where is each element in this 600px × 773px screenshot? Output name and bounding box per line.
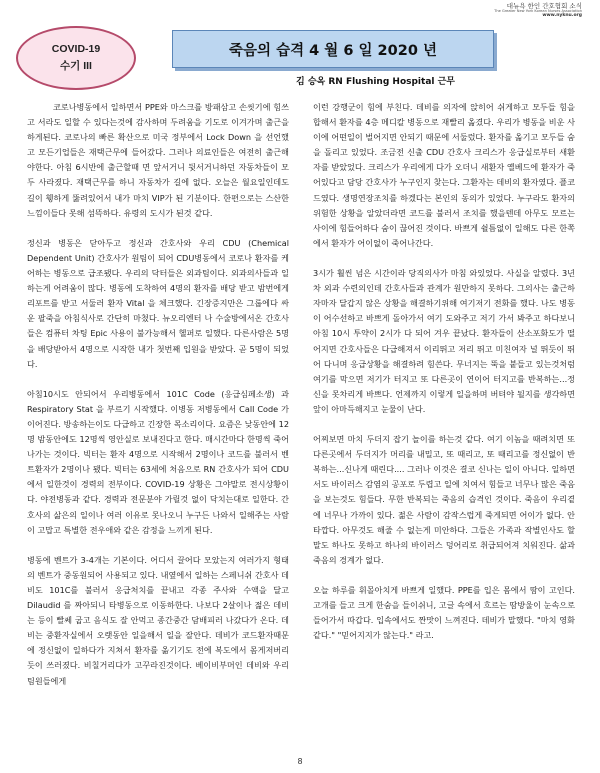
article-title: 죽음의 습격 4 월 6 일 2020 년: [229, 42, 437, 59]
org-url: www.nyknu.org: [542, 13, 582, 19]
org-header: [494, 3, 582, 19]
right-column: [313, 100, 575, 658]
paragraph: 3시가 훨씬 넘은 시간이라 당직의사가 마침 와있었다. 사실을 알렸다. 3년차 외과 수련의인데 간호사들과 관계가 원만하지 못하다. 그의사는 출근하자마자 달갑지 않은 상황을 해결하기위해 여기저기 전화를 했다. 나도 병동이 어수선하고 바쁘게 돌아가서 여기 도와주고 저기 가서 봐주고 하다보니 아침 10시 투약이 2시가 다 되어 겨우 끝났다. 환자들이 산소포화도가 떨어지면 간호사들은 다급해져서 이리뛰고 저리 뛰고 미친여자 널 뛰듯이 뛰어 다니며 응급상황을 해결하려 힘쓴다. 무너지는 뚝을 붙들고 있는것처럼 여기를 막으면 저기가 터지고 또 다른곳이 연이어 터지고를 반복하는...정신을 못차리게 바쁘다. 언제까지 이렇게 일을하며 버텨야 될지를 생각하면 앞이 아마득해지고 눈물이 난다.: [313, 268, 575, 414]
badge-line1: COVID-19: [51, 42, 101, 55]
paragraph: 오늘 하루를 휘몰아치게 바쁘게 일했다. PPE를 입은 몸에서 땀이 고인다. 고개를 들고 크게 한숨을 들이쉬니, 고글 속에서 흐르는 땀방울이 눈속으로 들어가서 따갑다. 입속에서도 짠맛이 느껴진다. 데비가 말했다. "마치 영화같다." "믿어지지가 않는다." 라고.: [313, 585, 575, 641]
covid-badge: [16, 26, 136, 90]
paragraph: 이런 강행군이 힘에 부친다. 데비를 의자에 앉히어 쉬게하고 모두들 힘을 합해서 환자를 4층 메디칼 병동으로 재빨리 옮겼다. 우리가 병동을 비운 사이에 어떤일이 벌어지면 안되기 때문에 서둘렀다. 환자를 옮기고 모두들 숨을 돌리고 있었다. 조금전 신출 CDU 간호사 크리스가 응급실로부터 새환자를 받았었다. 크리스가 우리에게 다가 오더니 새환자 옐베드에 환자가 죽어있다고 담당 간호사가 누구인지 찾는다. 그환자는 데비의 환자였다. 플코드였다. 생명연장조치를 하겠다는 본인의 동의가 있었다. 누구라도 환자의 위험한 상황을 알았더라면 코드를 불러서 조치를 했을텐데 아무도 모르는 사이에 힘들어하다 숨이 끊어진 것이다. 바쁘게 쉴틈없이 일해도 다른 한쪽에서 환자가 어이없이 죽어나간다.: [313, 102, 575, 248]
article-author: 김 승옥 RN Flushing Hospital 근무: [296, 77, 455, 87]
article-title-box: [172, 30, 494, 68]
page-number: 8: [297, 757, 303, 766]
paragraph: 코로나병동에서 일하면서 PPE와 마스크를 방패삼고 손씻기에 힘쓰고 서라도 일할 수 있다는것에 감사하며 두려움을 기도로 이겨가며 출근을 하게된다. 코로나의 빠른 확산으로 미국 정부에서 Lock Down 을 선언했고 모든기업들은 재택근무에 들어갔다. 그러나 의료인들은 여전히 출근해야한다. 아침 6시반에 출근할때 면 앞서거니 뒷서거니하던 자동차들이 모두 사라졌다. 재택근무를 하니 자동차가 길에 없다. 오늘은 월요일인데도 길이 휑하게 뚫려있어서 내가 마치 VIP가 된 기분이다. 한편으로는 스산한 느낌이들다 못해 섬뜩하다. 유령의 도시가 된것 같다.: [27, 102, 289, 218]
left-column: [27, 100, 289, 704]
paragraph: 아침10시도 안되어서 우리병동에서 101C Code (응급심페소생) 과 Respiratory Stat 을 부르기 시작했다. 이병동 저병동에서 Call Code 가 이어진다. 방송하는이도 다급하고 긴장한 목소리이다. 요즘은 낮동안에 12명 밤동안에도 12명씩 영안실로 보내진다고 한다. 매시간마다 한명씩 죽어 나가는 것이다. 빅터는 환자 4명으로 시작해서 2명이나 코드를 불러서 벤트환자가 2명이나 됐다. 빅터는 63세에 처음으로 RN 간호사가 되어 CDU 에서 일한것이 경력의 전부이다. COVID-19 상황은 그야말로 전시상황이다. 야전병동과 같다. 경력과 전문분야 가릴것 없이 닥치는대로 일한다. 간호사의 삶은의 일이나 여러 이유로 못나오니 누구든 나와서 일해주는 사람이 고맙고 특별한 전우애와 같은 감정을 느끼게 된다.: [27, 388, 289, 535]
paragraph: 병동에 벤트가 3-4개는 기본이다. 어디서 끌어다 모았는지 여러가지 형태의 벤트가 중동원되어 사용되고 있다. 내옆에서 일하는 스페니쉬 간호사 데비도 101C를 불러서 응급처치를 끝내고 각종 주사와 수액을 달고 Dilaudid 를 짜아되니 타병동으로 이동하한다. 나보다 2살이나 젊은 데비는 등이 빨쎄 굽고 음식도 잘 안먹고 종간중간 담배피러 나갔다가 온다. 데비는 중환자실에서 오랫동안 일을해서 일을 잘안다. 데비가 코드환자때문에 정신없이 일하다가 지쳐서 환자를 옮기기도 전에 복도에서 몸게저버리듯이 쓰러졌다. 비칠거리다가 고꾸라진것이다. 베이비부머인 데비와 우리팀원들에게: [27, 554, 289, 686]
badge-line2: 수기 III: [60, 60, 92, 72]
org-name-korean: 대뉴욕 한인 간호협회 소식: [506, 2, 582, 10]
paragraph: 정신과 병동은 닫아두고 정신과 간호사와 우리 CDU (Chemical Dependent Unit) 간호사가 원팀이 되어 CDU병동에서 코로나 환자를 케어하는 병동으로 급조됐다. 우리의 닥터들은 외과팀이다. 외과의사들과 일하는게 어려움이 많다. 병동에 도착하여 4명의 환자를 배당 받고 밤번에게 리포트를 받고 서둘러 환자 Vital 을 체크했다. 긴장증지만은 그룹에다 싸운 팔죽을 아침식사로 간단히 마쳤다. 뉴오리엔터 나 수술방에서온 간호사들은 컴퓨터 차팅 Epic 사용이 불가능해서 헬퍼로 일했다. 다른사람은 5명을 배당받아서 4명으로 시작한 내가 첫번째 입원을 받았다. 곧 5명이 되었다.: [27, 237, 289, 369]
paragraph: 어찌보면 마치 두더지 잡기 놀이를 하는것 같다. 여기 이놈을 때려치면 또 다른곳에서 두더지가 머리를 내밀고, 또 때리고, 또 때리고를 정신없이 반복하는...신나게 때린다.... 그러나 이것은 결코 신나는 일이 아니다. 일하면서도 바이러스 감염의 공포로 두렵고 일에 치여서 힘들고 너무나 많은 죽음을 보는것도 힘들다. 무한 반복되는 죽음의 습격인 것이다. 죽음이 우리곁에 너무나 가까이 있다. 젊은 사람이 감작스럽게 죽게되면 어이가 없다. 안타깝다. 아무것도 해줄 수 없는게 미안하다. 그들은 가족과 작별인사도 할말도 하나도 못하고 하나의 바이러스 덩어리로 취급되어져 치워진다. 삶과 죽음의 경계가 없다.: [313, 434, 575, 565]
org-name-english: The Greater New York Korean Nurses Association: [494, 9, 582, 14]
